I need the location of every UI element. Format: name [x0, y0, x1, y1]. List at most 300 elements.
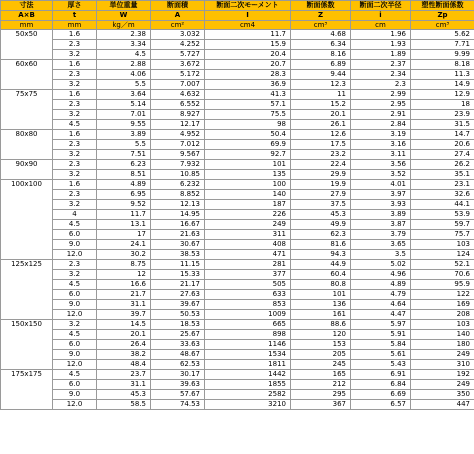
size-cell[interactable]: 80x80	[1, 130, 53, 140]
value-cell[interactable]: 45.3	[97, 390, 151, 400]
value-cell[interactable]: 57.1	[205, 100, 291, 110]
value-cell[interactable]: 21.17	[151, 280, 205, 290]
value-cell[interactable]: 205	[291, 350, 351, 360]
value-cell[interactable]: 5.727	[151, 50, 205, 60]
value-cell[interactable]: 208	[411, 310, 474, 320]
value-cell[interactable]: 74.53	[151, 400, 205, 410]
value-cell[interactable]: 3.34	[97, 40, 151, 50]
value-cell[interactable]: 1.93	[351, 40, 411, 50]
value-cell[interactable]: 23.2	[291, 150, 351, 160]
value-cell[interactable]: 5.62	[411, 30, 474, 40]
thickness-cell[interactable]: 9.0	[53, 350, 97, 360]
thickness-cell[interactable]: 3.2	[53, 170, 97, 180]
value-cell[interactable]: 20.1	[291, 110, 351, 120]
size-cell[interactable]: 175x175	[1, 370, 53, 380]
value-cell[interactable]: 30.2	[97, 250, 151, 260]
value-cell[interactable]: 21.63	[151, 230, 205, 240]
value-cell[interactable]: 3210	[205, 400, 291, 410]
thickness-cell[interactable]: 2.3	[53, 160, 97, 170]
value-cell[interactable]: 92.7	[205, 150, 291, 160]
value-cell[interactable]: 3.032	[151, 30, 205, 40]
value-cell[interactable]: 2.3	[351, 80, 411, 90]
value-cell[interactable]: 5.5	[97, 80, 151, 90]
thickness-cell[interactable]: 1.6	[53, 180, 97, 190]
value-cell[interactable]: 3.65	[351, 240, 411, 250]
value-cell[interactable]: 16.6	[97, 280, 151, 290]
thickness-cell[interactable]: 6.0	[53, 230, 97, 240]
value-cell[interactable]: 5.84	[351, 340, 411, 350]
symbol-cell[interactable]: Zp	[411, 11, 474, 21]
value-cell[interactable]: 3.89	[351, 210, 411, 220]
value-cell[interactable]: 9.55	[97, 120, 151, 130]
value-cell[interactable]: 14.95	[151, 210, 205, 220]
value-cell[interactable]: 24.1	[97, 240, 151, 250]
value-cell[interactable]: 17.5	[291, 140, 351, 150]
thickness-cell[interactable]: 2.3	[53, 190, 97, 200]
value-cell[interactable]: 153	[291, 340, 351, 350]
size-cell[interactable]	[1, 350, 53, 360]
value-cell[interactable]: 53.9	[411, 210, 474, 220]
unit-cell[interactable]: cm³	[411, 21, 474, 30]
size-cell[interactable]	[1, 380, 53, 390]
value-cell[interactable]: 39.67	[151, 300, 205, 310]
value-cell[interactable]: 16.67	[151, 220, 205, 230]
size-cell[interactable]: 150x150	[1, 320, 53, 330]
value-cell[interactable]: 44.1	[411, 200, 474, 210]
value-cell[interactable]: 57.67	[151, 390, 205, 400]
value-cell[interactable]: 17	[97, 230, 151, 240]
thickness-cell[interactable]: 4	[53, 210, 97, 220]
value-cell[interactable]: 1.89	[351, 50, 411, 60]
value-cell[interactable]: 13.1	[97, 220, 151, 230]
value-cell[interactable]: 5.91	[351, 330, 411, 340]
value-cell[interactable]: 21.7	[97, 290, 151, 300]
value-cell[interactable]: 3.672	[151, 60, 205, 70]
value-cell[interactable]: 295	[291, 390, 351, 400]
value-cell[interactable]: 4.5	[97, 50, 151, 60]
value-cell[interactable]: 58.5	[97, 400, 151, 410]
header-cell[interactable]: 厚さ	[53, 1, 97, 11]
value-cell[interactable]: 6.34	[291, 40, 351, 50]
symbol-cell[interactable]: A×B	[1, 11, 53, 21]
value-cell[interactable]: 4.01	[351, 180, 411, 190]
value-cell[interactable]: 4.252	[151, 40, 205, 50]
value-cell[interactable]: 1855	[205, 380, 291, 390]
value-cell[interactable]: 9.44	[291, 70, 351, 80]
value-cell[interactable]: 4.96	[351, 270, 411, 280]
size-cell[interactable]	[1, 190, 53, 200]
thickness-cell[interactable]: 3.2	[53, 320, 97, 330]
value-cell[interactable]: 35.1	[411, 170, 474, 180]
value-cell[interactable]: 3.93	[351, 200, 411, 210]
unit-cell[interactable]: cm²	[151, 21, 205, 30]
value-cell[interactable]: 8.18	[411, 60, 474, 70]
value-cell[interactable]: 15.9	[205, 40, 291, 50]
value-cell[interactable]: 7.51	[97, 150, 151, 160]
size-cell[interactable]	[1, 150, 53, 160]
value-cell[interactable]: 2582	[205, 390, 291, 400]
thickness-cell[interactable]: 6.0	[53, 340, 97, 350]
value-cell[interactable]: 29.9	[291, 170, 351, 180]
value-cell[interactable]: 32.6	[411, 190, 474, 200]
size-cell[interactable]	[1, 400, 53, 410]
value-cell[interactable]: 249	[411, 350, 474, 360]
value-cell[interactable]: 31.1	[97, 380, 151, 390]
value-cell[interactable]: 367	[291, 400, 351, 410]
value-cell[interactable]: 6.89	[291, 60, 351, 70]
size-cell[interactable]	[1, 110, 53, 120]
value-cell[interactable]: 14.7	[411, 130, 474, 140]
value-cell[interactable]: 3.56	[351, 160, 411, 170]
size-cell[interactable]	[1, 360, 53, 370]
value-cell[interactable]: 12	[97, 270, 151, 280]
thickness-cell[interactable]: 3.2	[53, 200, 97, 210]
value-cell[interactable]: 25.67	[151, 330, 205, 340]
symbol-cell[interactable]: I	[205, 11, 291, 21]
thickness-cell[interactable]: 9.0	[53, 390, 97, 400]
value-cell[interactable]: 60.4	[291, 270, 351, 280]
value-cell[interactable]: 15.33	[151, 270, 205, 280]
value-cell[interactable]: 120	[291, 330, 351, 340]
thickness-cell[interactable]: 3.2	[53, 80, 97, 90]
value-cell[interactable]: 48.4	[97, 360, 151, 370]
value-cell[interactable]: 5.5	[97, 140, 151, 150]
value-cell[interactable]: 2.99	[351, 90, 411, 100]
value-cell[interactable]: 7.007	[151, 80, 205, 90]
thickness-cell[interactable]: 1.6	[53, 90, 97, 100]
value-cell[interactable]: 8.16	[291, 50, 351, 60]
value-cell[interactable]: 37.5	[291, 200, 351, 210]
size-cell[interactable]	[1, 220, 53, 230]
value-cell[interactable]: 8.927	[151, 110, 205, 120]
value-cell[interactable]: 8.852	[151, 190, 205, 200]
value-cell[interactable]: 23.7	[97, 370, 151, 380]
thickness-cell[interactable]: 6.0	[53, 380, 97, 390]
value-cell[interactable]: 62.53	[151, 360, 205, 370]
value-cell[interactable]: 15.2	[291, 100, 351, 110]
value-cell[interactable]: 226	[205, 210, 291, 220]
size-cell[interactable]	[1, 390, 53, 400]
value-cell[interactable]: 20.1	[97, 330, 151, 340]
thickness-cell[interactable]: 6.0	[53, 290, 97, 300]
thickness-cell[interactable]: 12.0	[53, 400, 97, 410]
value-cell[interactable]: 49.9	[291, 220, 351, 230]
header-cell[interactable]: 断面積	[151, 1, 205, 11]
value-cell[interactable]: 169	[411, 300, 474, 310]
value-cell[interactable]: 22.4	[291, 160, 351, 170]
header-cell[interactable]: 断面二次モーメント	[205, 1, 291, 11]
unit-cell[interactable]: cm	[351, 21, 411, 30]
value-cell[interactable]: 3.52	[351, 170, 411, 180]
value-cell[interactable]: 5.61	[351, 350, 411, 360]
thickness-cell[interactable]: 2.3	[53, 140, 97, 150]
value-cell[interactable]: 471	[205, 250, 291, 260]
size-cell[interactable]: 60x60	[1, 60, 53, 70]
size-cell[interactable]	[1, 170, 53, 180]
header-cell[interactable]: 断面係数	[291, 1, 351, 11]
value-cell[interactable]: 52.1	[411, 260, 474, 270]
value-cell[interactable]: 26.2	[411, 160, 474, 170]
value-cell[interactable]: 1442	[205, 370, 291, 380]
value-cell[interactable]: 165	[291, 370, 351, 380]
value-cell[interactable]: 898	[205, 330, 291, 340]
value-cell[interactable]: 94.3	[291, 250, 351, 260]
size-cell[interactable]	[1, 100, 53, 110]
value-cell[interactable]: 1.96	[351, 30, 411, 40]
value-cell[interactable]: 80.8	[291, 280, 351, 290]
value-cell[interactable]: 31.5	[411, 120, 474, 130]
value-cell[interactable]: 212	[291, 380, 351, 390]
value-cell[interactable]: 11	[291, 90, 351, 100]
value-cell[interactable]: 9.99	[411, 50, 474, 60]
unit-cell[interactable]: cm³	[291, 21, 351, 30]
value-cell[interactable]: 3.5	[351, 250, 411, 260]
value-cell[interactable]: 38.2	[97, 350, 151, 360]
value-cell[interactable]: 249	[205, 220, 291, 230]
value-cell[interactable]: 20.6	[411, 140, 474, 150]
symbol-cell[interactable]: t	[53, 11, 97, 21]
value-cell[interactable]: 311	[205, 230, 291, 240]
value-cell[interactable]: 101	[291, 290, 351, 300]
value-cell[interactable]: 7.71	[411, 40, 474, 50]
value-cell[interactable]: 7.932	[151, 160, 205, 170]
unit-cell[interactable]: kg／m	[97, 21, 151, 30]
value-cell[interactable]: 2.91	[351, 110, 411, 120]
value-cell[interactable]: 31.1	[97, 300, 151, 310]
value-cell[interactable]: 48.67	[151, 350, 205, 360]
value-cell[interactable]: 5.43	[351, 360, 411, 370]
value-cell[interactable]: 103	[411, 240, 474, 250]
value-cell[interactable]: 9.52	[97, 200, 151, 210]
value-cell[interactable]: 6.95	[97, 190, 151, 200]
value-cell[interactable]: 11.7	[205, 30, 291, 40]
value-cell[interactable]: 2.38	[97, 30, 151, 40]
symbol-cell[interactable]: A	[151, 11, 205, 21]
thickness-cell[interactable]: 3.2	[53, 50, 97, 60]
value-cell[interactable]: 2.88	[97, 60, 151, 70]
thickness-cell[interactable]: 3.2	[53, 270, 97, 280]
value-cell[interactable]: 26.1	[291, 120, 351, 130]
size-cell[interactable]	[1, 250, 53, 260]
thickness-cell[interactable]: 3.2	[53, 150, 97, 160]
size-cell[interactable]	[1, 340, 53, 350]
value-cell[interactable]: 36.9	[205, 80, 291, 90]
value-cell[interactable]: 7.01	[97, 110, 151, 120]
value-cell[interactable]: 4.952	[151, 130, 205, 140]
value-cell[interactable]: 23.1	[411, 180, 474, 190]
value-cell[interactable]: 20.4	[205, 50, 291, 60]
value-cell[interactable]: 12.13	[151, 200, 205, 210]
thickness-cell[interactable]: 9.0	[53, 300, 97, 310]
value-cell[interactable]: 6.69	[351, 390, 411, 400]
size-cell[interactable]	[1, 270, 53, 280]
value-cell[interactable]: 50.4	[205, 130, 291, 140]
value-cell[interactable]: 45.3	[291, 210, 351, 220]
value-cell[interactable]: 281	[205, 260, 291, 270]
thickness-cell[interactable]: 4.5	[53, 220, 97, 230]
value-cell[interactable]: 11.3	[411, 70, 474, 80]
symbol-cell[interactable]: W	[97, 11, 151, 21]
value-cell[interactable]: 4.79	[351, 290, 411, 300]
size-cell[interactable]	[1, 230, 53, 240]
size-cell[interactable]: 100x100	[1, 180, 53, 190]
value-cell[interactable]: 50.53	[151, 310, 205, 320]
unit-cell[interactable]: cm4	[205, 21, 291, 30]
thickness-cell[interactable]: 4.5	[53, 370, 97, 380]
size-cell[interactable]	[1, 290, 53, 300]
value-cell[interactable]: 14.9	[411, 80, 474, 90]
value-cell[interactable]: 59.7	[411, 220, 474, 230]
value-cell[interactable]: 310	[411, 360, 474, 370]
value-cell[interactable]: 19.9	[291, 180, 351, 190]
size-cell[interactable]	[1, 310, 53, 320]
header-cell[interactable]: 塑性断面係数	[411, 1, 474, 11]
value-cell[interactable]: 26.4	[97, 340, 151, 350]
value-cell[interactable]: 30.17	[151, 370, 205, 380]
value-cell[interactable]: 44.9	[291, 260, 351, 270]
thickness-cell[interactable]: 12.0	[53, 250, 97, 260]
value-cell[interactable]: 8.51	[97, 170, 151, 180]
value-cell[interactable]: 6.91	[351, 370, 411, 380]
size-cell[interactable]	[1, 40, 53, 50]
thickness-cell[interactable]: 1.6	[53, 30, 97, 40]
value-cell[interactable]: 192	[411, 370, 474, 380]
value-cell[interactable]: 39.63	[151, 380, 205, 390]
size-cell[interactable]	[1, 330, 53, 340]
value-cell[interactable]: 30.67	[151, 240, 205, 250]
thickness-cell[interactable]: 9.0	[53, 240, 97, 250]
value-cell[interactable]: 135	[205, 170, 291, 180]
value-cell[interactable]: 4.06	[97, 70, 151, 80]
thickness-cell[interactable]: 2.3	[53, 70, 97, 80]
size-cell[interactable]	[1, 210, 53, 220]
size-cell[interactable]: 75x75	[1, 90, 53, 100]
value-cell[interactable]: 62.3	[291, 230, 351, 240]
thickness-cell[interactable]: 2.3	[53, 100, 97, 110]
size-cell[interactable]	[1, 120, 53, 130]
thickness-cell[interactable]: 2.3	[53, 260, 97, 270]
value-cell[interactable]: 2.34	[351, 70, 411, 80]
value-cell[interactable]: 187	[205, 200, 291, 210]
value-cell[interactable]: 1009	[205, 310, 291, 320]
value-cell[interactable]: 9.567	[151, 150, 205, 160]
size-cell[interactable]: 90x90	[1, 160, 53, 170]
value-cell[interactable]: 12.6	[291, 130, 351, 140]
value-cell[interactable]: 11.7	[97, 210, 151, 220]
value-cell[interactable]: 88.6	[291, 320, 351, 330]
value-cell[interactable]: 69.9	[205, 140, 291, 150]
value-cell[interactable]: 665	[205, 320, 291, 330]
thickness-cell[interactable]: 12.0	[53, 310, 97, 320]
value-cell[interactable]: 4.47	[351, 310, 411, 320]
value-cell[interactable]: 1146	[205, 340, 291, 350]
value-cell[interactable]: 140	[205, 190, 291, 200]
value-cell[interactable]: 18	[411, 100, 474, 110]
value-cell[interactable]: 33.63	[151, 340, 205, 350]
value-cell[interactable]: 2.95	[351, 100, 411, 110]
size-cell[interactable]: 50x50	[1, 30, 53, 40]
value-cell[interactable]: 136	[291, 300, 351, 310]
value-cell[interactable]: 6.84	[351, 380, 411, 390]
value-cell[interactable]: 5.02	[351, 260, 411, 270]
size-cell[interactable]: 125x125	[1, 260, 53, 270]
value-cell[interactable]: 5.97	[351, 320, 411, 330]
value-cell[interactable]: 28.3	[205, 70, 291, 80]
value-cell[interactable]: 2.84	[351, 120, 411, 130]
value-cell[interactable]: 161	[291, 310, 351, 320]
value-cell[interactable]: 101	[205, 160, 291, 170]
value-cell[interactable]: 11.15	[151, 260, 205, 270]
value-cell[interactable]: 447	[411, 400, 474, 410]
thickness-cell[interactable]: 12.0	[53, 360, 97, 370]
thickness-cell[interactable]: 4.5	[53, 330, 97, 340]
value-cell[interactable]: 7.012	[151, 140, 205, 150]
size-cell[interactable]	[1, 50, 53, 60]
value-cell[interactable]: 6.57	[351, 400, 411, 410]
value-cell[interactable]: 14.5	[97, 320, 151, 330]
value-cell[interactable]: 100	[205, 180, 291, 190]
thickness-cell[interactable]: 2.3	[53, 40, 97, 50]
value-cell[interactable]: 4.64	[351, 300, 411, 310]
value-cell[interactable]: 8.75	[97, 260, 151, 270]
value-cell[interactable]: 4.68	[291, 30, 351, 40]
value-cell[interactable]: 4.632	[151, 90, 205, 100]
value-cell[interactable]: 1811	[205, 360, 291, 370]
value-cell[interactable]: 23.9	[411, 110, 474, 120]
value-cell[interactable]: 853	[205, 300, 291, 310]
value-cell[interactable]: 27.63	[151, 290, 205, 300]
value-cell[interactable]: 4.89	[351, 280, 411, 290]
size-cell[interactable]	[1, 300, 53, 310]
value-cell[interactable]: 12.17	[151, 120, 205, 130]
value-cell[interactable]: 95.9	[411, 280, 474, 290]
value-cell[interactable]: 6.552	[151, 100, 205, 110]
value-cell[interactable]: 408	[205, 240, 291, 250]
value-cell[interactable]: 75.7	[411, 230, 474, 240]
value-cell[interactable]: 27.4	[411, 150, 474, 160]
value-cell[interactable]: 3.11	[351, 150, 411, 160]
thickness-cell[interactable]: 3.2	[53, 110, 97, 120]
symbol-cell[interactable]: i	[351, 11, 411, 21]
value-cell[interactable]: 3.16	[351, 140, 411, 150]
thickness-cell[interactable]: 1.6	[53, 60, 97, 70]
value-cell[interactable]: 98	[205, 120, 291, 130]
value-cell[interactable]: 5.172	[151, 70, 205, 80]
symbol-cell[interactable]: Z	[291, 11, 351, 21]
value-cell[interactable]: 39.7	[97, 310, 151, 320]
value-cell[interactable]: 140	[411, 330, 474, 340]
value-cell[interactable]: 180	[411, 340, 474, 350]
value-cell[interactable]: 70.6	[411, 270, 474, 280]
unit-cell[interactable]: mm	[53, 21, 97, 30]
thickness-cell[interactable]: 4.5	[53, 280, 97, 290]
header-cell[interactable]: 断面二次半径	[351, 1, 411, 11]
size-cell[interactable]	[1, 70, 53, 80]
value-cell[interactable]: 41.3	[205, 90, 291, 100]
value-cell[interactable]: 103	[411, 320, 474, 330]
size-cell[interactable]	[1, 240, 53, 250]
value-cell[interactable]: 75.5	[205, 110, 291, 120]
value-cell[interactable]: 4.89	[97, 180, 151, 190]
value-cell[interactable]: 122	[411, 290, 474, 300]
value-cell[interactable]: 3.89	[97, 130, 151, 140]
value-cell[interactable]: 3.97	[351, 190, 411, 200]
value-cell[interactable]: 3.19	[351, 130, 411, 140]
value-cell[interactable]: 3.64	[97, 90, 151, 100]
value-cell[interactable]: 2.37	[351, 60, 411, 70]
value-cell[interactable]: 5.14	[97, 100, 151, 110]
value-cell[interactable]: 6.232	[151, 180, 205, 190]
